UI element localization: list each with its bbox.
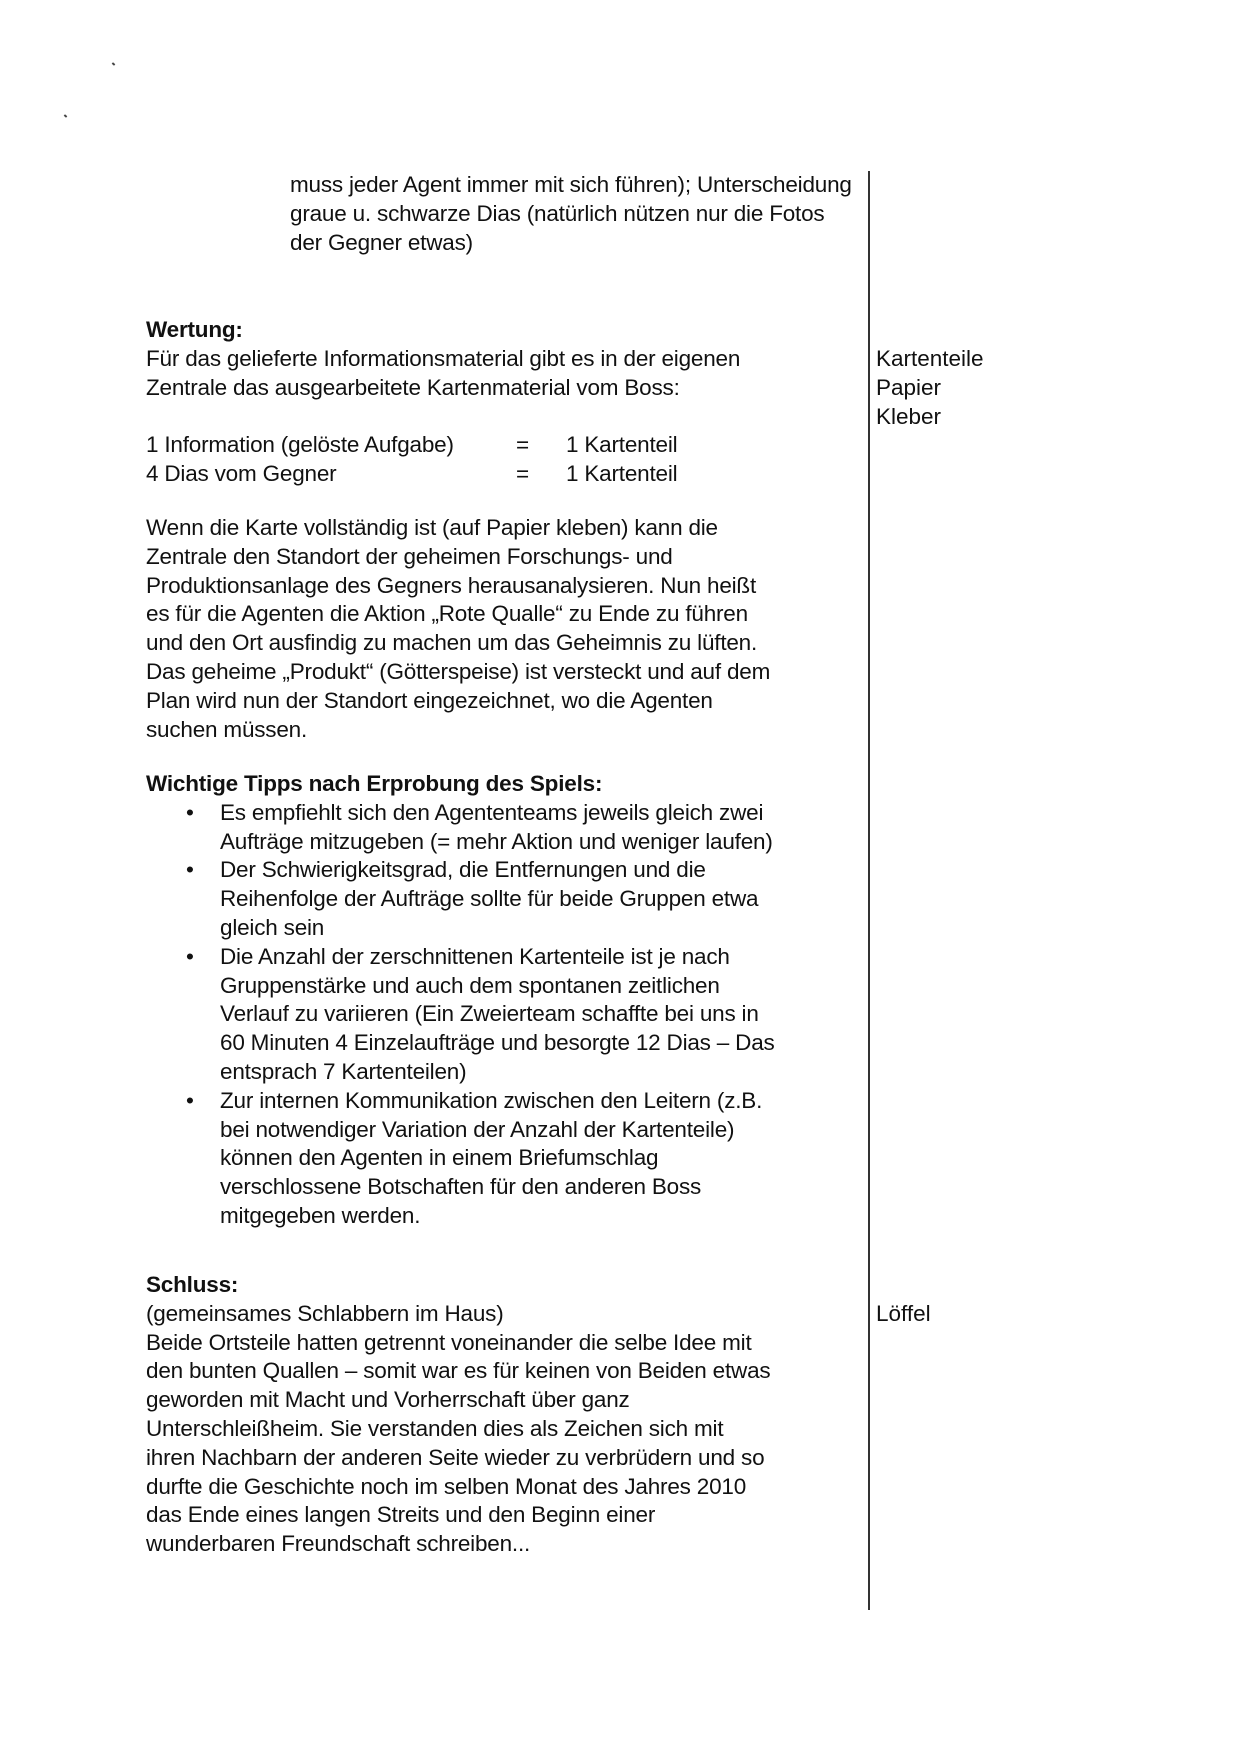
list-item bbox=[146, 943, 866, 1087]
equivalence-sign: = bbox=[516, 432, 529, 458]
list-item bbox=[146, 799, 866, 857]
equivalence-right: 1 Kartenteil bbox=[566, 432, 678, 458]
tips-list bbox=[146, 799, 866, 1231]
text-line: gleich sein bbox=[220, 914, 325, 940]
equivalence-left: 1 Information (gelöste Aufgabe) bbox=[146, 432, 454, 458]
text-line: können den Agenten in einem Briefumschlag bbox=[220, 1145, 659, 1171]
material-item: Kartenteile bbox=[876, 346, 984, 371]
text-line: der Gegner etwas) bbox=[290, 229, 473, 255]
tipps-section bbox=[146, 770, 866, 1231]
text-line: wunderbaren Freundschaft schreiben... bbox=[146, 1531, 531, 1557]
text-line: den bunten Quallen – somit war es für keinen von Beiden etwas bbox=[146, 1358, 771, 1384]
scan-speck bbox=[112, 62, 116, 65]
list-item bbox=[146, 1087, 866, 1231]
equivalence-sign: = bbox=[516, 460, 529, 486]
equivalence-row bbox=[146, 460, 866, 489]
list-item bbox=[146, 856, 866, 942]
schluss-section bbox=[146, 1271, 866, 1559]
text-line: verschlossene Botschaften für den anderen Boss bbox=[220, 1174, 702, 1200]
text-line: durfte die Geschichte noch im selben Monat des Jahres 2010 bbox=[146, 1473, 747, 1499]
text-line: Wenn die Karte vollständig ist (auf Papier kleben) kann die bbox=[146, 515, 718, 540]
text-line: entsprach 7 Kartenteilen) bbox=[220, 1058, 467, 1084]
wertung-section bbox=[146, 316, 866, 489]
wertung-materials bbox=[876, 345, 984, 431]
scan-speck bbox=[64, 114, 68, 117]
text-line: (gemeinsames Schlabbern im Haus) bbox=[146, 1300, 504, 1326]
text-line: Zur internen Kommunikation zwischen den Leitern (z.B. bbox=[220, 1087, 763, 1113]
section-heading: Wertung: bbox=[146, 317, 243, 342]
equivalence-row bbox=[146, 431, 866, 460]
text-line: Verlauf zu variieren (Ein Zweierteam schaffte bei uns in bbox=[220, 1001, 759, 1027]
text-line: bei notwendiger Variation der Anzahl der Kartenteile) bbox=[220, 1116, 735, 1142]
text-line: Zentrale den Standort der geheimen Forschungs- und bbox=[146, 543, 673, 569]
text-line: geworden mit Macht und Vorherrschaft über ganz bbox=[146, 1387, 630, 1413]
bullet-icon: • bbox=[186, 1087, 194, 1113]
equivalence-right: 1 Kartenteil bbox=[566, 460, 678, 486]
text-line: es für die Agenten die Aktion „Rote Qualle“ zu Ende zu führen bbox=[146, 601, 748, 627]
text-line: muss jeder Agent immer mit sich führen); Unterscheidung bbox=[290, 172, 852, 197]
text-line: und den Ort ausfindig zu machen um das Geheimnis zu lüften. bbox=[146, 630, 758, 656]
bullet-icon: • bbox=[186, 799, 194, 825]
text-line: Plan wird nun der Standort eingezeichnet, wo die Agenten bbox=[146, 687, 713, 713]
intro-text bbox=[218, 171, 1010, 257]
section-heading: Wichtige Tipps nach Erprobung des Spiels: bbox=[146, 771, 603, 796]
column-divider bbox=[868, 171, 870, 1610]
text-line: Es empfiehlt sich den Agententeams jeweils gleich zwei bbox=[220, 799, 764, 825]
text-line: Reihenfolge der Aufträge sollte für beide Gruppen etwa bbox=[220, 886, 759, 912]
equivalence-left: 4 Dias vom Gegner bbox=[146, 460, 337, 486]
text-line: suchen müssen. bbox=[146, 716, 308, 742]
text-line: Unterschleißheim. Sie verstanden dies als Zeichen sich mit bbox=[146, 1415, 724, 1441]
bullet-icon: • bbox=[186, 943, 194, 969]
text-line: Der Schwierigkeitsgrad, die Entfernungen und die bbox=[220, 857, 706, 883]
text-line: Die Anzahl der zerschnittenen Kartenteile ist je nach bbox=[220, 943, 730, 969]
text-line: Gruppenstärke und auch dem spontanen zeitlichen bbox=[220, 972, 720, 998]
material-item: Kleber bbox=[876, 403, 942, 429]
section-heading: Schluss: bbox=[146, 1272, 239, 1297]
text-line: Zentrale das ausgearbeitete Kartenmaterial vom Boss: bbox=[146, 374, 680, 400]
text-line: Beide Ortsteile hatten getrennt voneinander die selbe Idee mit bbox=[146, 1329, 752, 1355]
text-line: mitgegeben werden. bbox=[220, 1202, 421, 1228]
text-line: Für das gelieferte Informationsmaterial gibt es in der eigenen bbox=[146, 345, 741, 371]
text-line: graue u. schwarze Dias (natürlich nützen nur die Fotos bbox=[290, 200, 825, 226]
text-line: Das geheime „Produkt“ (Götterspeise) ist versteckt und auf dem bbox=[146, 658, 771, 684]
material-item: Löffel bbox=[876, 1301, 931, 1326]
text-line: Produktionsanlage des Gegners herausanalysieren. Nun heißt bbox=[146, 572, 757, 598]
bullet-icon: • bbox=[186, 857, 194, 883]
schluss-materials bbox=[876, 1300, 931, 1329]
text-line: ihren Nachbarn der anderen Seite wieder zu verbrüdern und so bbox=[146, 1444, 765, 1470]
text-line: das Ende eines langen Streits und den Beginn einer bbox=[146, 1502, 656, 1528]
text-line: 60 Minuten 4 Einzelaufträge und besorgte 12 Dias – Das bbox=[220, 1030, 775, 1056]
text-line: Aufträge mitzugeben (= mehr Aktion und weniger laufen) bbox=[220, 828, 773, 854]
material-item: Papier bbox=[876, 374, 942, 400]
karte-paragraph bbox=[146, 514, 866, 744]
